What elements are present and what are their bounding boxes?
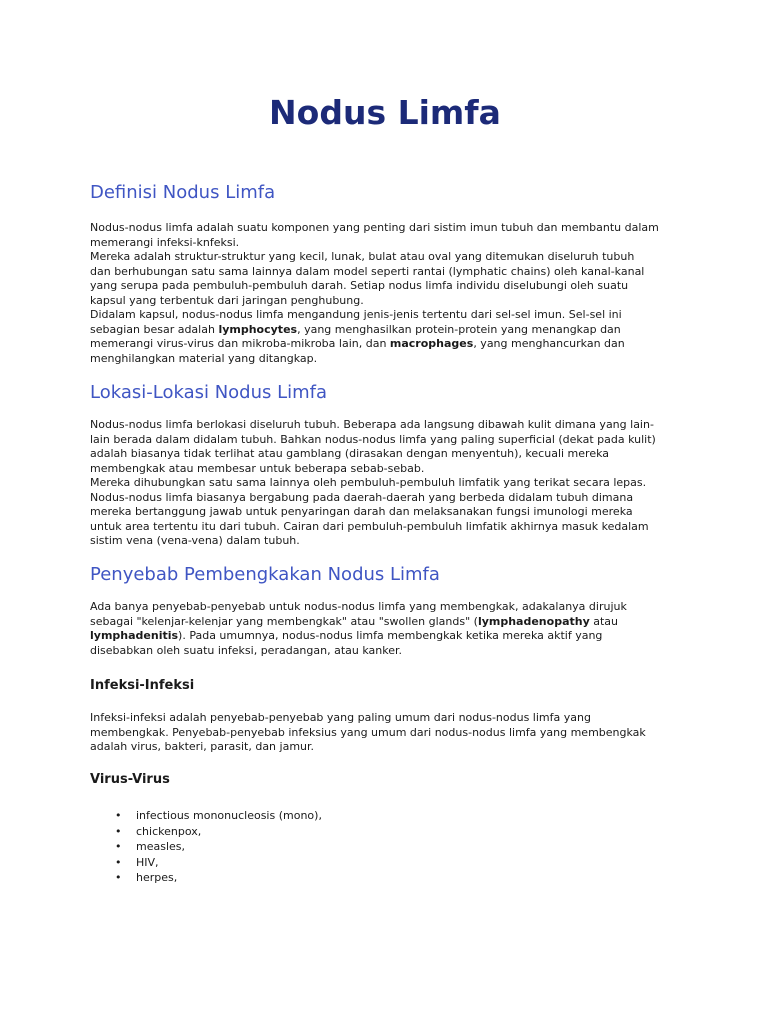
list-item (90, 855, 322, 871)
text-line: Didalam kapsul, nodus-nodus limfa mengandung jenis-jenis tertentu dari sel-sel imun. Sel-sel ini (90, 308, 622, 321)
text-line: Mereka dihubungkan satu sama lainnya oleh pembuluh-pembuluh limfatik yang terikat secara lepas. (90, 476, 647, 489)
page-title: Nodus Limfa (269, 93, 501, 132)
list-item (90, 824, 322, 840)
text-line: memerangi infeksi-knfeksi. (90, 235, 240, 249)
text-line: sistim vena (vena-vena) dalam tubuh. (90, 534, 300, 547)
text-line (90, 615, 675, 630)
heading-definisi: Definisi Nodus Limfa (90, 182, 276, 203)
term-macrophages: macrophages (389, 337, 474, 350)
text-line (90, 323, 675, 338)
virus-list (90, 808, 322, 886)
heading-lokasi: Lokasi-Lokasi Nodus Limfa (90, 382, 328, 403)
text-line: mereka bertanggung jawab untuk penyaringan darah dan melaksanakan fungsi imunologi mereka (90, 505, 633, 518)
text-line: Nodus-nodus limfa biasanya bergabung pada daerah-daerah yang berbeda didalam tubuh dimana (90, 490, 634, 504)
bullet-icon: • (115, 824, 122, 838)
text-run: ). Pada umumnya, nodus-nodus limfa membengkak ketika mereka aktif yang (178, 629, 603, 642)
text-line (90, 337, 675, 352)
list-item (90, 870, 322, 886)
term-lymphadenitis: lymphadenitis (90, 629, 179, 642)
text-run: , yang menghancurkan dan (473, 337, 625, 350)
text-line: Infeksi-infeksi adalah penyebab-penyebab yang paling umum dari nodus-nodus limfa yang (90, 711, 591, 724)
paragraph-definisi-3 (90, 308, 675, 366)
list-item-text: HIV, (136, 855, 159, 869)
text-line: Nodus-nodus limfa berlokasi diseluruh tubuh. Beberapa ada langsung dibawah kulit dimana yang lain- (90, 418, 654, 431)
text-line: kapsul yang terbentuk dari jaringan penghubung. (90, 293, 364, 307)
text-run: sebagai "kelenjar-kelenjar yang membengkak" atau "swollen glands" ( (90, 614, 478, 628)
text-line: adalah biasanya tidak terlihat atau gamblang (dirasakan dengan menyentuh), kecuali mereka (90, 447, 609, 460)
text-line: Nodus-nodus limfa adalah suatu komponen yang penting dari sistim imun tubuh dan membantu dalam (90, 221, 659, 234)
text-line: menghilangkan material yang ditangkap. (90, 351, 318, 365)
term-lymphadenopathy: lymphadenopathy (477, 614, 590, 628)
paragraph-infeksi (90, 711, 675, 755)
text-line: untuk area tertentu itu dari tubuh. Cairan dari pembuluh-pembuluh limfatik akhirnya masuk kedalam (90, 519, 649, 533)
text-line: yang serupa pada pembuluh-pembuluh darah. Setiap nodus limfa individu diselubungi oleh suatu (90, 279, 629, 292)
paragraph-lokasi-2 (90, 476, 675, 549)
text-line: membengkak. Penyebab-penyebab infeksius yang umum dari nodus-nodus limfa yang membengkak (90, 725, 646, 739)
text-run: sebagian besar adalah (90, 322, 219, 336)
text-line: dan berhubungan satu sama lainnya dalam model seperti rantai (lymphatic chains) oleh kanal-kanal (90, 264, 645, 278)
paragraph-definisi-1 (90, 221, 675, 366)
text-line: Mereka adalah struktur-struktur yang kecil, lunak, bulat atau oval yang ditemukan diseluruh tubuh (90, 250, 635, 263)
text-line: membengkak atau membesar untuk beberapa sebab-sebab. (90, 461, 425, 475)
paragraph-penyebab (90, 600, 675, 658)
text-line: adalah virus, bakteri, parasit, dan jamur. (90, 740, 315, 753)
list-item-text: chickenpox, (136, 824, 202, 838)
text-run: memerangi virus-virus dan mikroba-mikroba lain, dan (90, 337, 390, 350)
paragraph-lokasi-1 (90, 418, 675, 549)
bullet-icon: • (115, 855, 122, 869)
text-run: , yang menghasilkan protein-protein yang menangkap dan (297, 322, 621, 336)
text-line: Ada banya penyebab-penyebab untuk nodus-nodus limfa yang membengkak, adakalanya dirujuk (90, 600, 627, 613)
list-item-text: herpes, (136, 871, 178, 884)
list-item (90, 808, 322, 824)
heading-infeksi: Infeksi-Infeksi (90, 678, 195, 693)
list-item-text: measles, (136, 840, 186, 853)
list-item (90, 839, 322, 855)
bullet-icon: • (115, 809, 122, 822)
text-line (90, 629, 675, 644)
paragraph-definisi-2 (90, 250, 675, 308)
text-line: lain berada dalam didalam tubuh. Bahkan nodus-nodus limfa yang paling superficial (dekat pada kulit) (90, 432, 656, 446)
term-lymphocytes: lymphocytes (218, 322, 298, 336)
text-run: atau (589, 614, 619, 628)
bullet-icon: • (115, 840, 122, 853)
heading-virus: Virus-Virus (90, 772, 170, 787)
bullet-icon: • (115, 871, 122, 884)
heading-penyebab: Penyebab Pembengkakan Nodus Limfa (90, 564, 440, 585)
list-item-text: infectious mononucleosis (mono), (136, 809, 322, 822)
text-line: disebabkan oleh suatu infeksi, peradangan, atau kanker. (90, 643, 402, 657)
